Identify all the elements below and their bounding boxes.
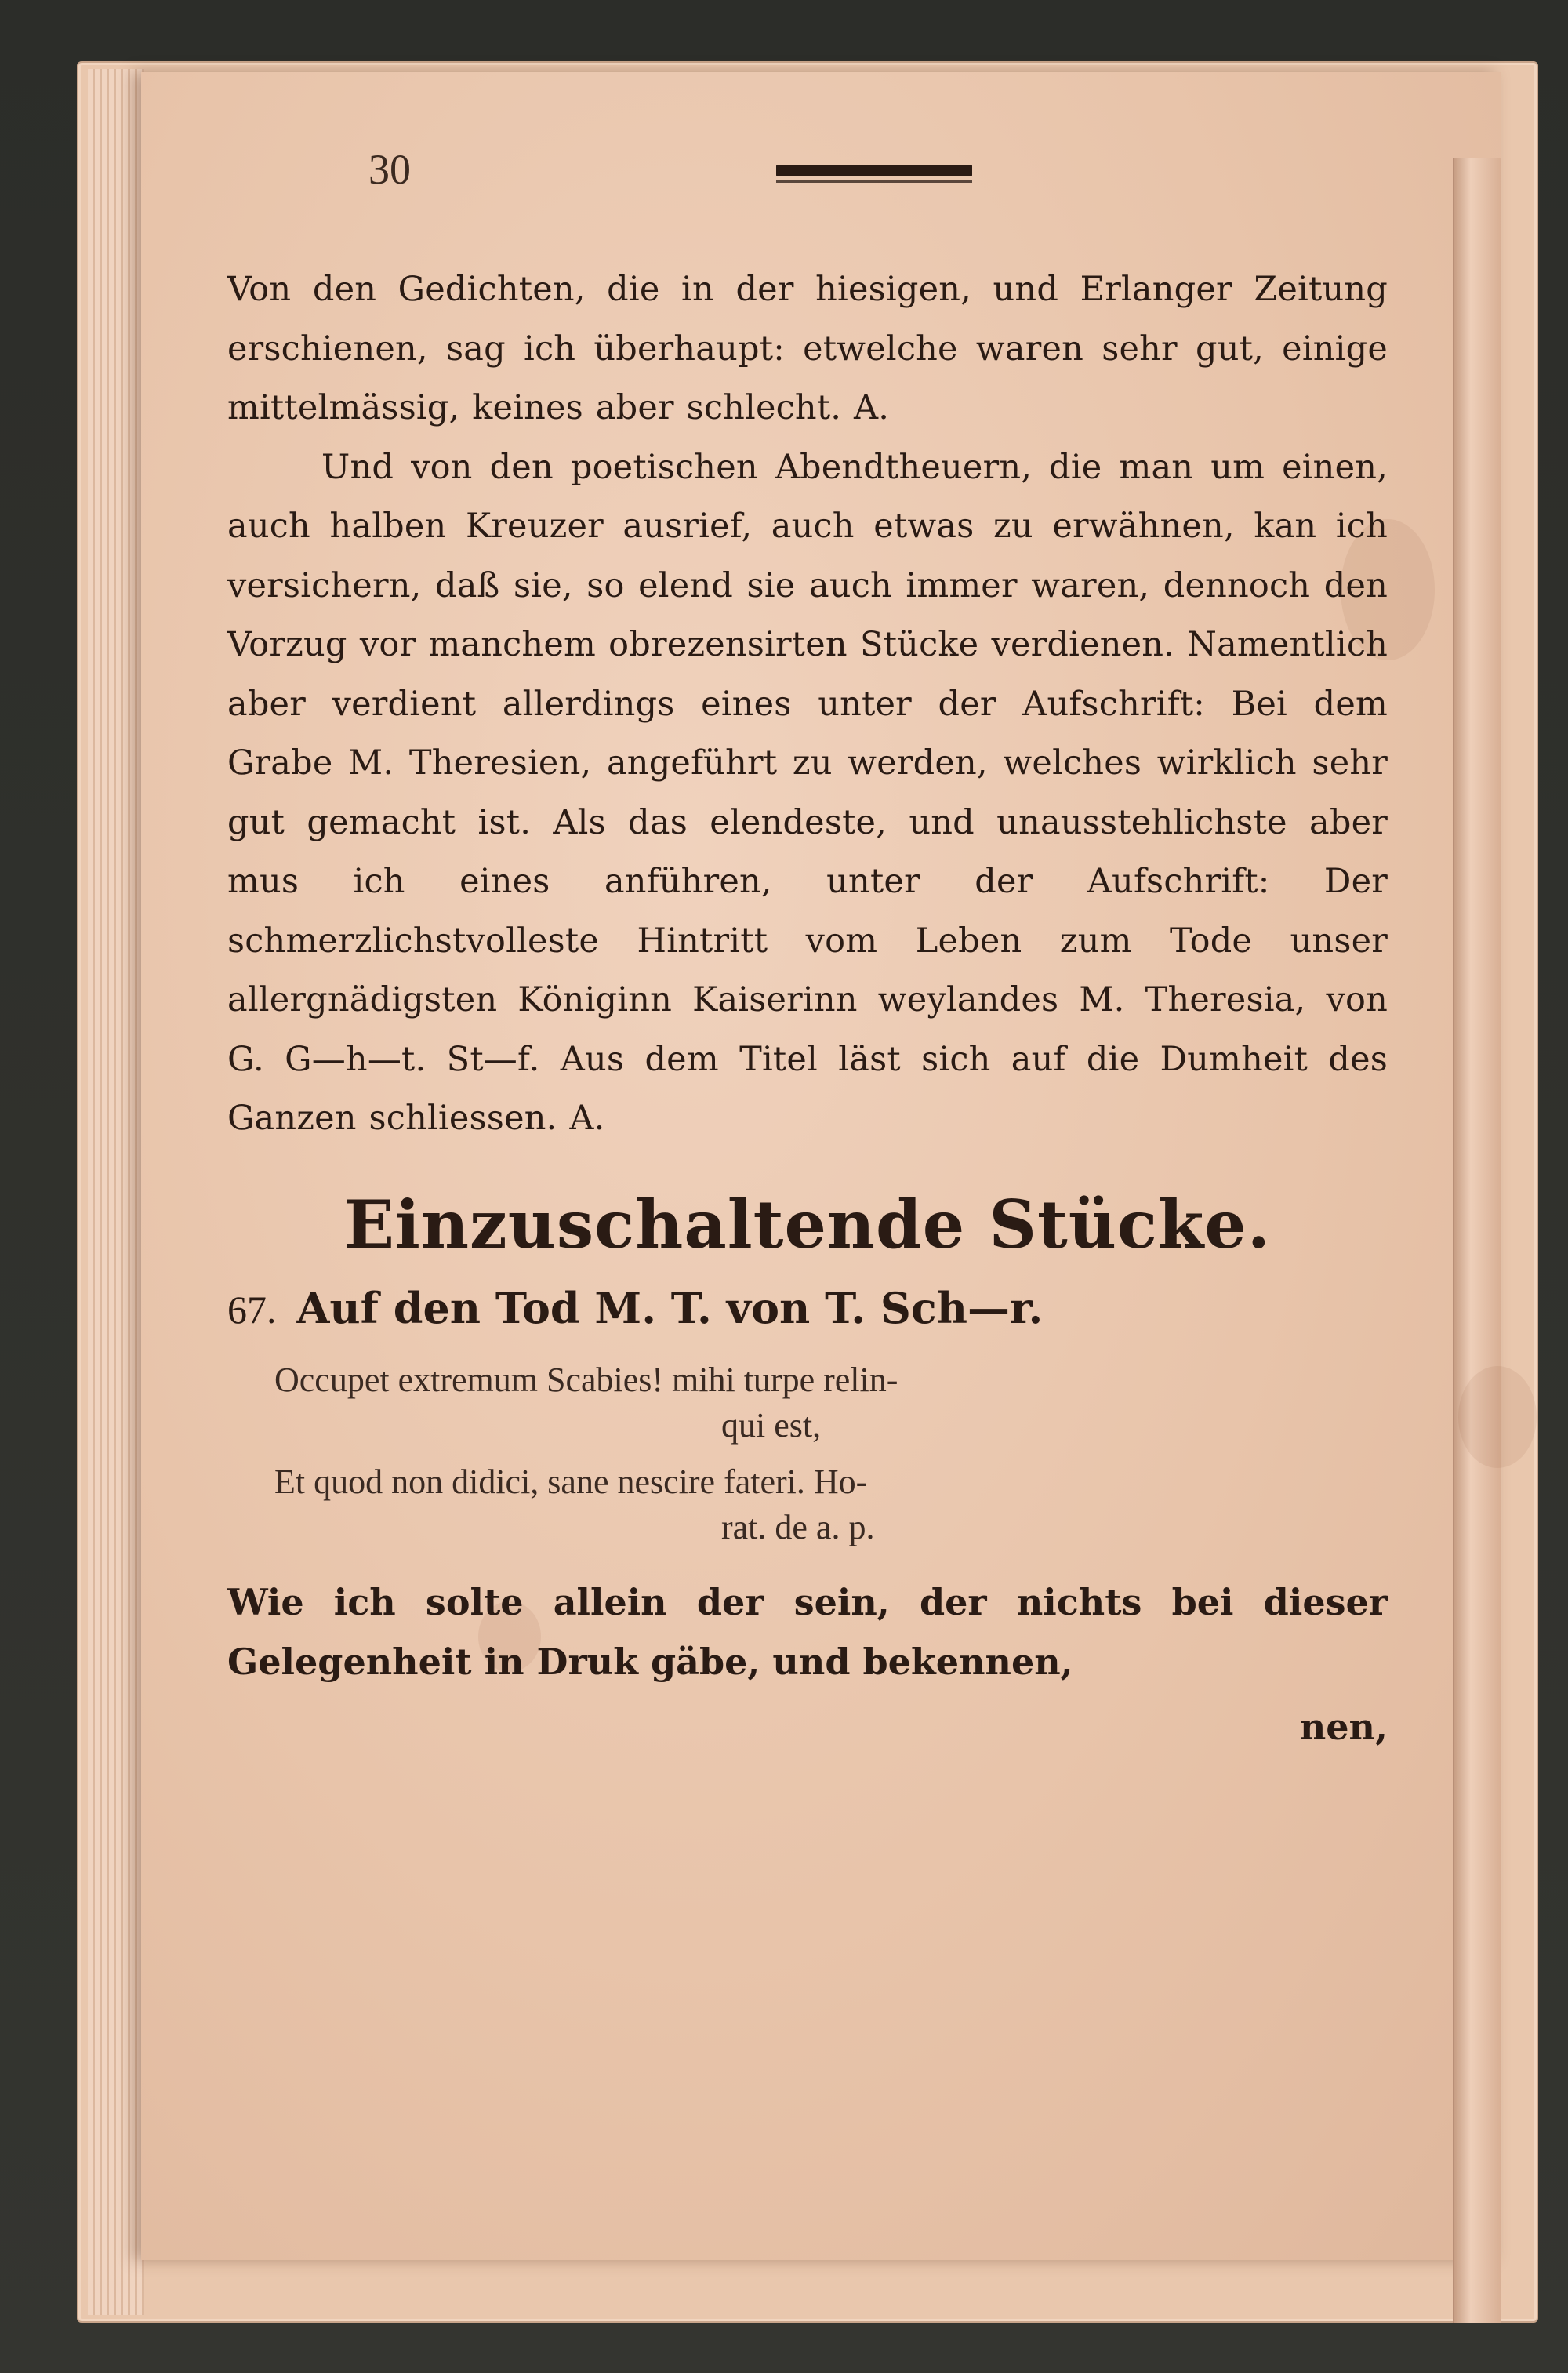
header-rule-ornament	[776, 165, 972, 176]
item-number: 67.	[227, 1287, 277, 1332]
item-heading	[227, 1277, 1388, 1340]
page-number: 30	[368, 146, 411, 193]
closing-paragraph: Wie ich solte allein der sein, der nichts bei dieser Gelegenheit in Druk gäbe, und bekennen,	[227, 1580, 1388, 1683]
catchword: nen,	[1299, 1705, 1388, 1748]
page-header	[227, 118, 1388, 235]
closing-text	[227, 1572, 1388, 1692]
body-paragraph: Von den Gedichten, die in der hiesigen, und Erlanger Zeitung erschienen, sag ich überhaupt: etwelche waren sehr gut, einige mittelmässig, keines aber schlecht. A.	[227, 270, 1388, 427]
item-heading-text: Auf den Tod M. T. von T. Sch—r.	[296, 1282, 1044, 1333]
epigraph-line: rat. de a. p.	[721, 1507, 875, 1546]
epigraph-line: Occupet extremum Scabies! mihi turpe relin-	[274, 1360, 898, 1399]
facing-page-edge	[1453, 158, 1501, 2323]
latin-epigraph	[227, 1357, 1388, 1550]
body-paragraph: Und von den poetischen Abendtheuern, die man um einen, auch halben Kreuzer ausrief, auch etwas zu erwähnen, kan ich versichern, daß sie, so elend sie auch immer waren, dennoch den Vorzug vor manchem obrezensirten Stücke verdienen. Namentlich aber verdient allerdings eines unter der Aufschrift: Bei dem Grabe M. Theresien, angeführt zu werden, welches wirklich sehr gut gemacht ist. Als das elendeste, und unausstehlichste aber mus ich eines anführen, unter der Aufschrift: Der schmerzlichstvolleste Hintritt vom Leben zum Tode unser allergnädigsten Königinn Kaiserinn weylandes M. Theresia, von G. G—h—t. St—f. Aus dem Titel läst sich auf die Dumheit des Ganzen schliessen. A.	[227, 447, 1388, 1138]
page-content	[227, 118, 1388, 1754]
body-text	[227, 260, 1388, 1149]
section-title: Einzuschaltende Stücke.	[344, 1185, 1271, 1263]
epigraph-line: Et quod non didici, sane nescire fateri. Ho-	[274, 1462, 868, 1501]
epigraph-line: qui est,	[721, 1405, 822, 1445]
paper-stain	[1458, 1366, 1537, 1468]
